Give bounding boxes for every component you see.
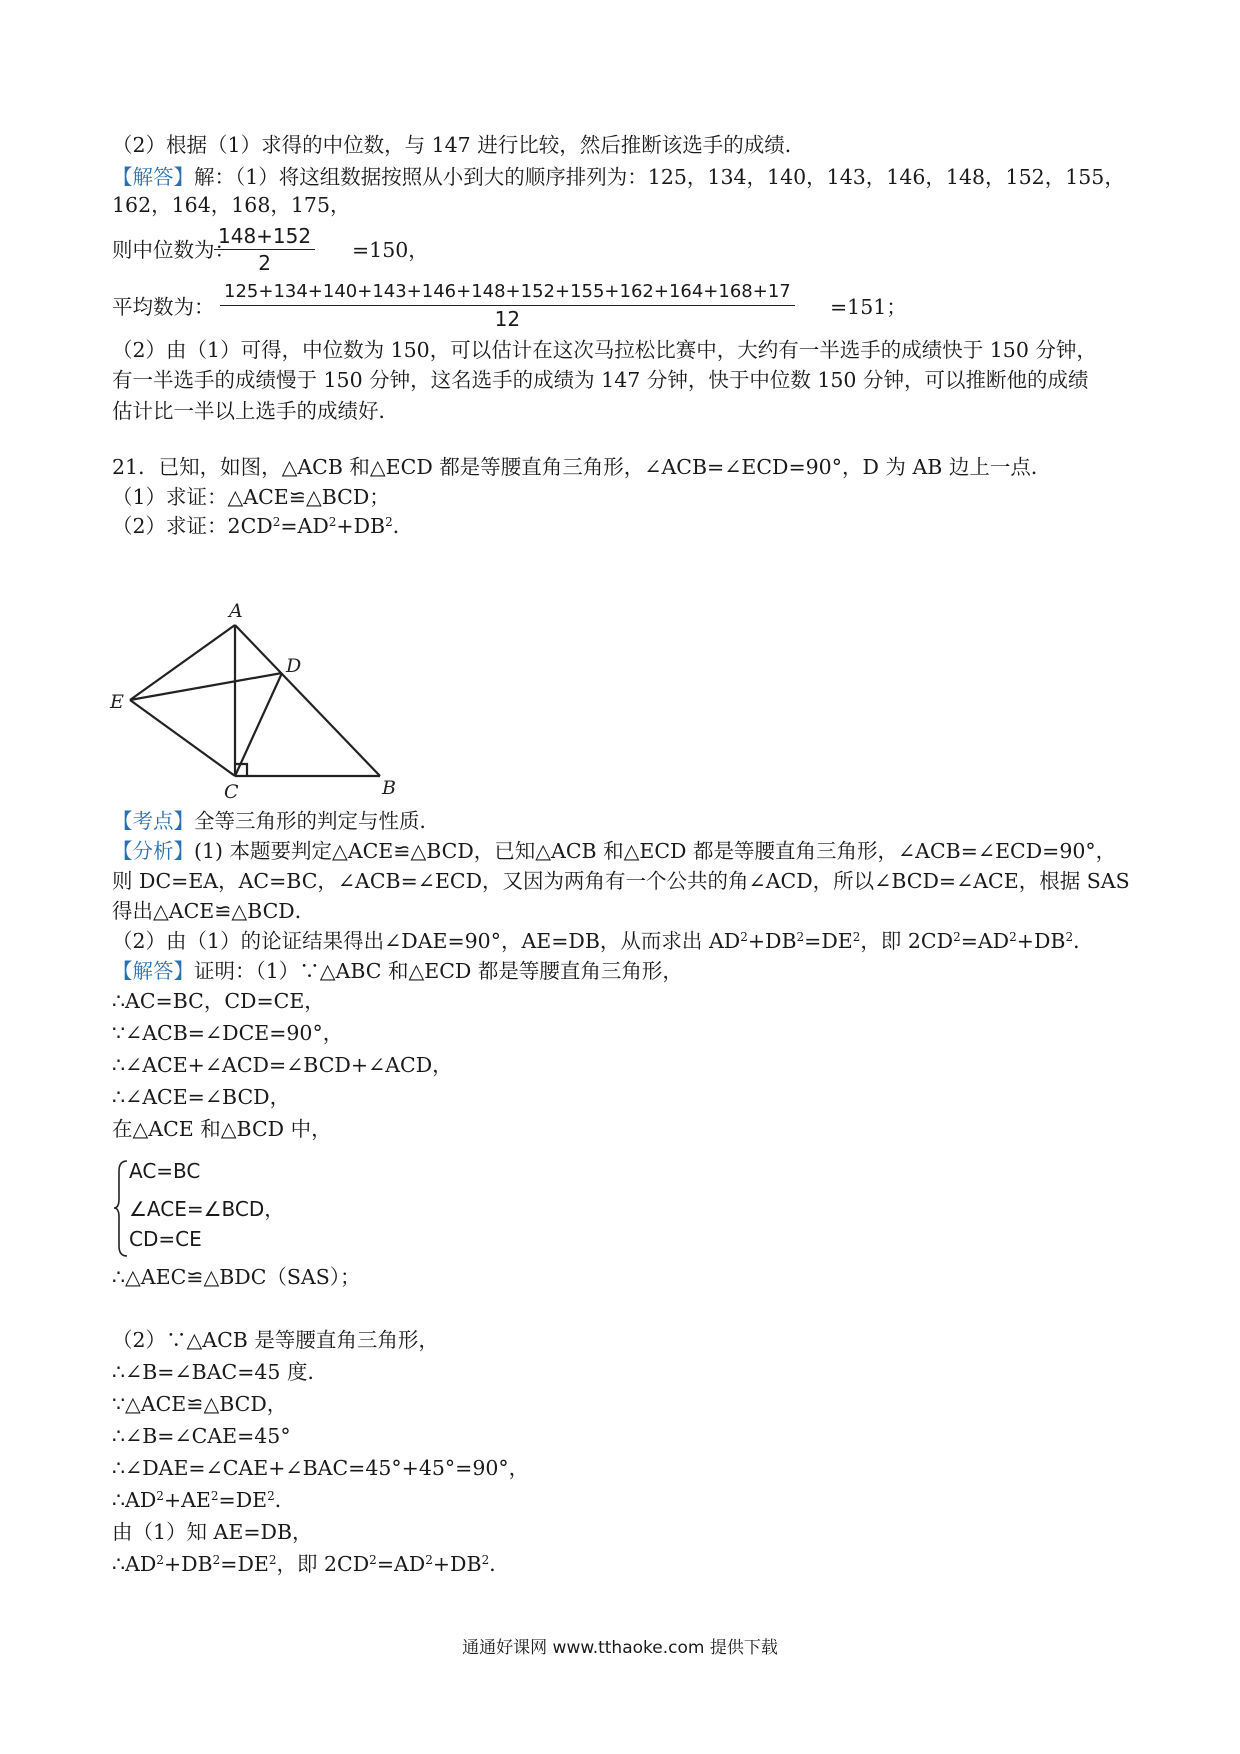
fraction-denominator: 12 xyxy=(494,307,521,331)
text-line: ∴∠B=∠CAE=45° xyxy=(112,1424,291,1448)
question-21: 21．已知，如图，△ACB 和△ECD 都是等腰直角三角形，∠ACB=∠ECD=90°，D 为 AB 边上一点． xyxy=(112,455,1052,479)
edge-ae xyxy=(130,625,235,700)
mean-result: =151； xyxy=(830,295,907,319)
kaodian-tag: 【考点】 xyxy=(112,809,194,833)
text-line: （2）由（1）可得，中位数为 150，可以估计在这次马拉松比赛中，大约有一半选手的成绩快于 150 分钟， xyxy=(112,338,1097,362)
text-line: 有一半选手的成绩慢于 150 分钟，这名选手的成绩为 147 分钟，快于中位数 150 分钟，可以推断他的成绩 xyxy=(112,368,1089,392)
system-row: AC=BC xyxy=(129,1159,201,1183)
text-line: ∴AC=BC，CD=CE， xyxy=(112,989,325,1013)
label-c: C xyxy=(224,781,239,800)
fenxi-tag: 【分析】 xyxy=(112,839,194,863)
equation-system xyxy=(113,1157,313,1260)
edge-ed xyxy=(130,673,282,700)
label-d: D xyxy=(286,655,302,677)
median-fraction xyxy=(214,223,315,276)
fraction-denominator: 2 xyxy=(258,251,271,275)
text-line: 162，164，168，175， xyxy=(112,193,351,217)
text-line: 得出△ACE≌△BCD． xyxy=(112,899,316,923)
text-line: 【解答】证明：（1）∵△ABC 和△ECD 都是等腰直角三角形， xyxy=(112,959,683,983)
mean-label: 平均数为： xyxy=(112,295,215,319)
text-line: 由（1）知 AE=DB， xyxy=(112,1520,313,1544)
left-brace xyxy=(113,1157,129,1260)
text-line: $\therefore AD^2+DB^2=DE^2$，即 $2CD^2=AD^2+DB^2$． xyxy=(112,1552,510,1576)
text-line: （2）由（1）的论证结果得出∠DAE=90°，AE=DB，从而求出 $AD^2+DB^2=DE^2$，即 $2CD^2=AD^2+DB^2$． xyxy=(112,929,1094,953)
text-line: ∴∠B=∠BAC=45 度． xyxy=(112,1360,328,1384)
text-line: 则 DC=EA，AC=BC，∠ACB=∠ECD，又因为两角有一个公共的角∠ACD，所以∠BCD=∠ACE，根据 SAS xyxy=(112,869,1130,893)
text-line: （2）∵△ACB 是等腰直角三角形， xyxy=(112,1328,439,1352)
text-line: 估计比一半以上选手的成绩好． xyxy=(112,399,399,423)
jieda-tag: 【解答】 xyxy=(112,959,194,983)
system-row: CD=CE xyxy=(129,1227,202,1251)
system-row: ∠ACE=∠BCD， xyxy=(129,1197,285,1221)
fraction-numerator: 125+134+140+143+146+148+152+155+162+164+168+17 xyxy=(220,279,795,306)
text-line: ∴∠ACE+∠ACD=∠BCD+∠ACD， xyxy=(112,1053,453,1077)
label-b: B xyxy=(382,777,396,799)
page-footer: 通通好课网 www.tthaoke.com 提供下载 xyxy=(462,1638,778,1658)
text-line xyxy=(112,162,1125,192)
answer-text: 解：（1）将这组数据按照从小到大的顺序排列为：125，134，140，143，146，148，152，155， xyxy=(194,165,1125,189)
text-line: 在△ACE 和△BCD 中， xyxy=(112,1117,332,1141)
median-result: =150， xyxy=(352,238,429,262)
text-line: ∴∠ACE=∠BCD， xyxy=(112,1085,291,1109)
label-a: A xyxy=(229,600,243,622)
text-line: 【考点】全等三角形的判定与性质． xyxy=(112,809,440,833)
text-line: ∴△AEC≌△BDC（SAS）； xyxy=(112,1265,361,1289)
text-line: ∵∠ACB=∠DCE=90°， xyxy=(112,1021,344,1045)
edge-ec xyxy=(130,700,235,776)
edge-ab xyxy=(235,625,380,776)
triangle-figure xyxy=(100,600,410,800)
median-label: 则中位数为： xyxy=(112,238,235,262)
text-line: $\therefore AD^2+AE^2=DE^2$． xyxy=(112,1488,296,1512)
label-e: E xyxy=(110,691,124,713)
text-line: ∵△ACE≌△BCD， xyxy=(112,1392,288,1416)
text-line: （2）根据（1）求得的中位数，与 147 进行比较，然后推断该选手的成绩． xyxy=(112,133,806,157)
mean-fraction xyxy=(220,279,795,332)
fraction-numerator: 148+152 xyxy=(214,223,315,250)
text-line: ∴∠DAE=∠CAE+∠BAC=45°+45°=90°， xyxy=(112,1456,530,1480)
question-21-part1: （1）求证：△ACE≌△BCD； xyxy=(112,485,390,509)
edge-cd xyxy=(235,673,282,776)
question-21-part2: （2）求证：$2CD^2=AD^2+DB^2$． xyxy=(112,514,414,538)
answer-tag: 【解答】 xyxy=(112,165,194,189)
text-line: 【分析】(1) 本题要判定△ACE≌△BCD，已知△ACB 和△ECD 都是等腰直角三角形，∠ACB=∠ECD=90°， xyxy=(112,839,1117,863)
